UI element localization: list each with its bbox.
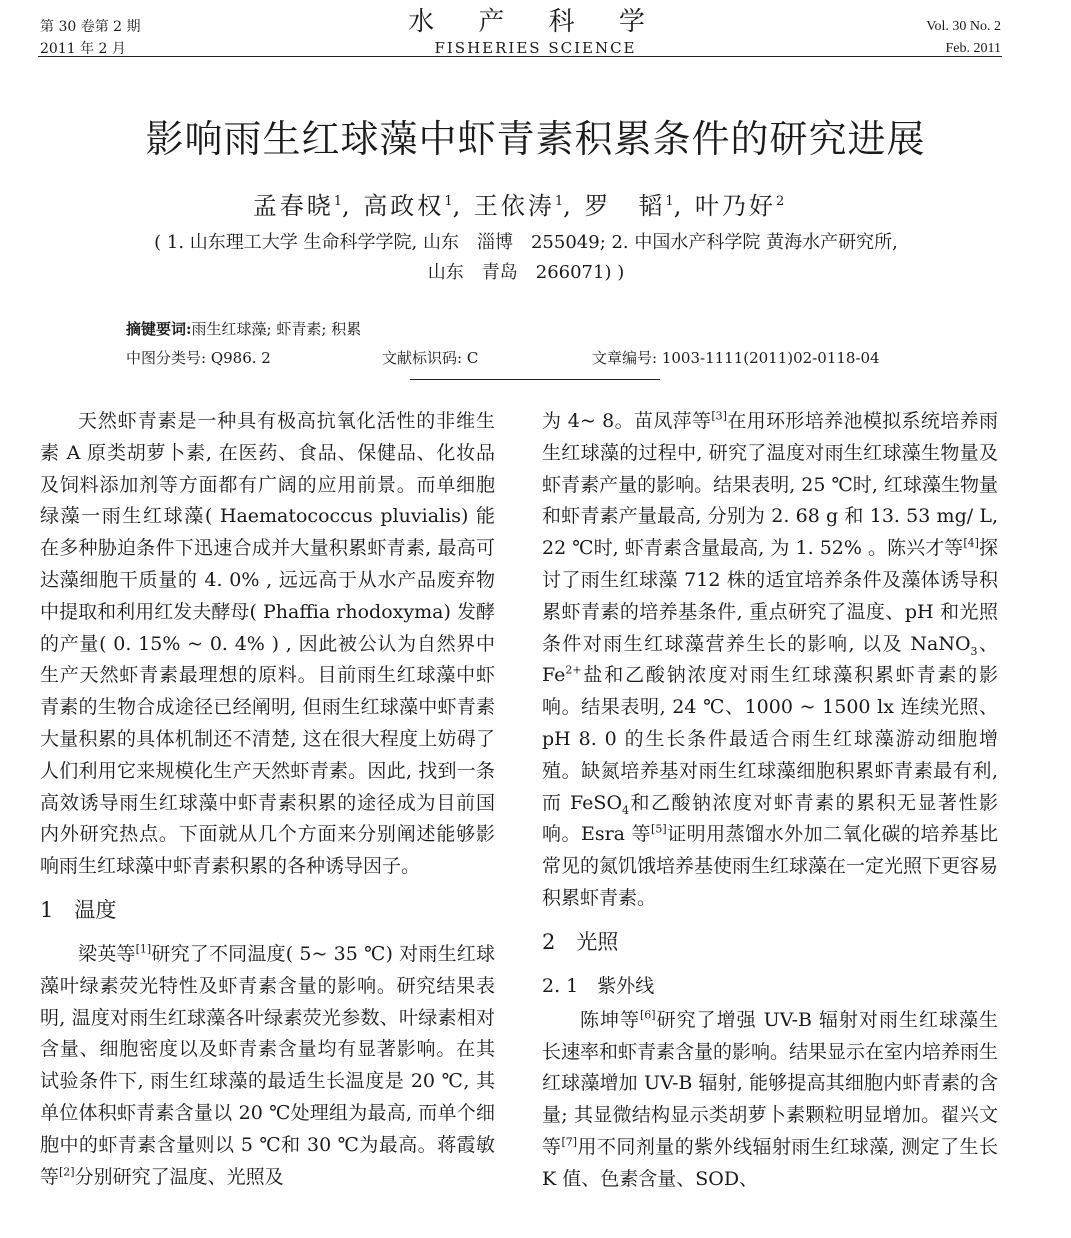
text-run: 陈坤等 (580, 1008, 640, 1031)
subsection-heading: 2. 1 紫外线 (542, 974, 655, 997)
subscript: 3 (970, 644, 978, 658)
date-cn: 2011 年 2 月 (40, 41, 126, 57)
journal-name-cn: 水 产 科 学 (408, 7, 663, 37)
journal-name-en: FISHERIES SCIENCE (434, 39, 637, 57)
section-heading: 1 温度 (40, 897, 117, 922)
author-name: 王依涛 (473, 192, 555, 220)
body-column-left (40, 406, 495, 1193)
date-en: Feb. 2011 (945, 41, 1001, 56)
citation-ref: [4] (963, 536, 979, 550)
paragraph (542, 406, 998, 915)
text-run: 分别研究了温度、光照及 (74, 1165, 284, 1188)
text-run: 盐和乙酸钠浓度对雨生红球藻积累虾青素的影响。结果表明, 24 ℃、1000 ~ 1500 lx 连续光照、pH 8. 0 的生长条件最适合雨生红球藻游动细胞增殖。缺氮培养基对雨生红球藻细胞积累虾青素最有利, 而 FeSO (542, 664, 998, 814)
section-heading: 2 光照 (542, 929, 619, 954)
body-column-right (542, 406, 998, 1196)
author-affil-mark: 1 (444, 194, 453, 209)
text-run: 在用环形培养池模拟系统培养雨生红球藻的过程中, 研究了温度对雨生红球藻生物量及虾青素产量的影响。结果表明, 25 ℃时, 红球藻生物量和虾青素产量最高, 分别为 2. 68 g 和 13. 53 mg/ L, 22 ℃时, 虾青素含量最高, 为 1. 52% 。陈兴才等 (542, 410, 998, 560)
text-run: 探讨了雨生红球藻 712 株的适宜培养条件及藻体诱导积累虾青素的培养基条件, 重点研究了温度、pH 和光照条件对雨生红球藻营养生长的影响, 以及 NaNO (542, 537, 998, 655)
author-name: 孟春晓 (252, 192, 334, 220)
citation-ref: [2] (59, 1165, 75, 1179)
citation-ref: [3] (711, 409, 727, 423)
text-run: 证明用蒸馏水外加二氧化碳的培养基比常见的氮饥饿培养基使雨生红球藻在一定光照下更容易积累虾青素。 (542, 823, 999, 909)
keywords-value: 雨生红球藻; 虾青素; 积累 (191, 320, 362, 338)
subscript: 4 (622, 803, 630, 817)
author-affil-mark: 1 (333, 194, 343, 209)
text-run: 和乙酸钠浓度对虾青素的累积无显著性影响。Esra 等 (542, 791, 998, 846)
text-run: 为 4~ 8。苗凤萍等 (542, 410, 712, 432)
keywords (126, 318, 361, 339)
volume-issue-en: Vol. 30 No. 2 (926, 19, 1001, 34)
text-run: 研究了不同温度( 5~ 35 ℃) 对雨生红球藻叶绿素荧光特性及虾青素含量的影响。研究结果表明, 温度对雨生红球藻各叶绿素荧光参数、叶绿素相对含量、细胞密度以及虾青素含量均有显著影响。在其试验条件下, 雨生红球藻的最适生长温度是 20 ℃, 其单位体积虾青素含量以 20 ℃处理组为最高, 而单个细胞中的虾青素含量则以 5 ℃和 30 ℃为最高。蒋霞敏等 (40, 942, 495, 1188)
citation-ref: [6] (640, 1008, 656, 1022)
author-name: 高政权 (363, 192, 445, 220)
document-code: 文献标识码: C (382, 349, 479, 367)
affiliation-line: ( 1. 山东理工大学 生命科学学院, 山东 淄博 255049; 2. 中国水产科学院 黄海水产研究所, (154, 232, 898, 253)
author-affil-mark: 1 (554, 194, 564, 209)
author-affil-mark: 1 (665, 194, 674, 209)
affiliation-line: 山东 青岛 266071) ) (427, 262, 625, 283)
text-run: 、Fe (542, 632, 998, 687)
header-right (926, 16, 1001, 60)
author-affil-mark: 2 (775, 194, 785, 209)
abstract-divider (410, 379, 660, 380)
author-name: 罗 韬 (584, 192, 666, 220)
superscript: 2+ (565, 664, 582, 678)
clc-number: 中图分类号: Q986. 2 (126, 349, 271, 367)
citation-ref: [7] (561, 1135, 578, 1149)
paper-title: 影响雨生红球藻中虾青素积累条件的研究进展 (145, 117, 926, 161)
author-list: 孟春晓$^1$, 高政权$^1$, 王依涛$^1$, 罗 韬$^1$, 叶乃好$^2$ (252, 192, 785, 220)
text-run: 研究了增强 UV-B 辐射对雨生红球藻生长速率和虾青素含量的影响。结果显示在室内培养雨生红球藻增加 UV-B 辐射, 能够提高其细胞内虾青素的含量; 其显微结构显示类胡萝卜素颗粒明显增加。翟兴文等 (542, 1008, 999, 1158)
citation-ref: [5] (651, 823, 667, 837)
text-run: 梁英等 (78, 942, 136, 965)
affiliations (96, 228, 956, 288)
page-header (0, 0, 1071, 60)
author-name: 叶乃好 (694, 192, 776, 220)
article-number: 文章编号: 1003-1111(2011)02-0118-04 (592, 349, 880, 367)
keywords-label: 摘键要词: (126, 320, 192, 338)
citation-ref: [1] (135, 942, 152, 956)
journal-name (0, 6, 1071, 56)
paragraph (542, 1005, 998, 1196)
text-run: 用不同剂量的紫外线辐射雨生红球藻, 测定了生长 K 值、色素含量、SOD、 (542, 1135, 998, 1190)
volume-issue-cn: 第 30 卷第 2 期 (40, 19, 141, 35)
paragraph: 天然虾青素是一种具有极高抗氧化活性的非维生素 A 原类胡萝卜素, 在医药、食品、保健品、化妆品及饲料添加剂等方面都有广阔的应用前景。而单细胞绿藻一雨生红球藻( Haematococcus pluvialis) 能在多种胁迫条件下迅速合成并大量积累虾青素, 最高可达藻细胞干质量的 4. 0% , 远远高于从水产品废弃物中提取和利用红发夫酵母( Phaffia rhodoxyma) 发酵的产量( 0. 15% ~ 0. 4% ) , 因此被公认为自然界中生产天然虾青素最理想的原料。目前雨生红球藻中虾青素的生物合成途径已经阐明, 但雨生红球藻中虾青素大量积累的具体机制还不清楚, 这在很大程度上妨碍了人们利用它来规模化生产天然虾青素。因此, 找到一条高效诱导雨生红球藻中虾青素积累的途径成为目前国内外研究热点。下面就从几个方面来分别阐述能够影响雨生红球藻中虾青素积累的各种诱导因子。 (40, 410, 495, 878)
header-rule (38, 56, 1002, 57)
paragraph (40, 939, 495, 1193)
